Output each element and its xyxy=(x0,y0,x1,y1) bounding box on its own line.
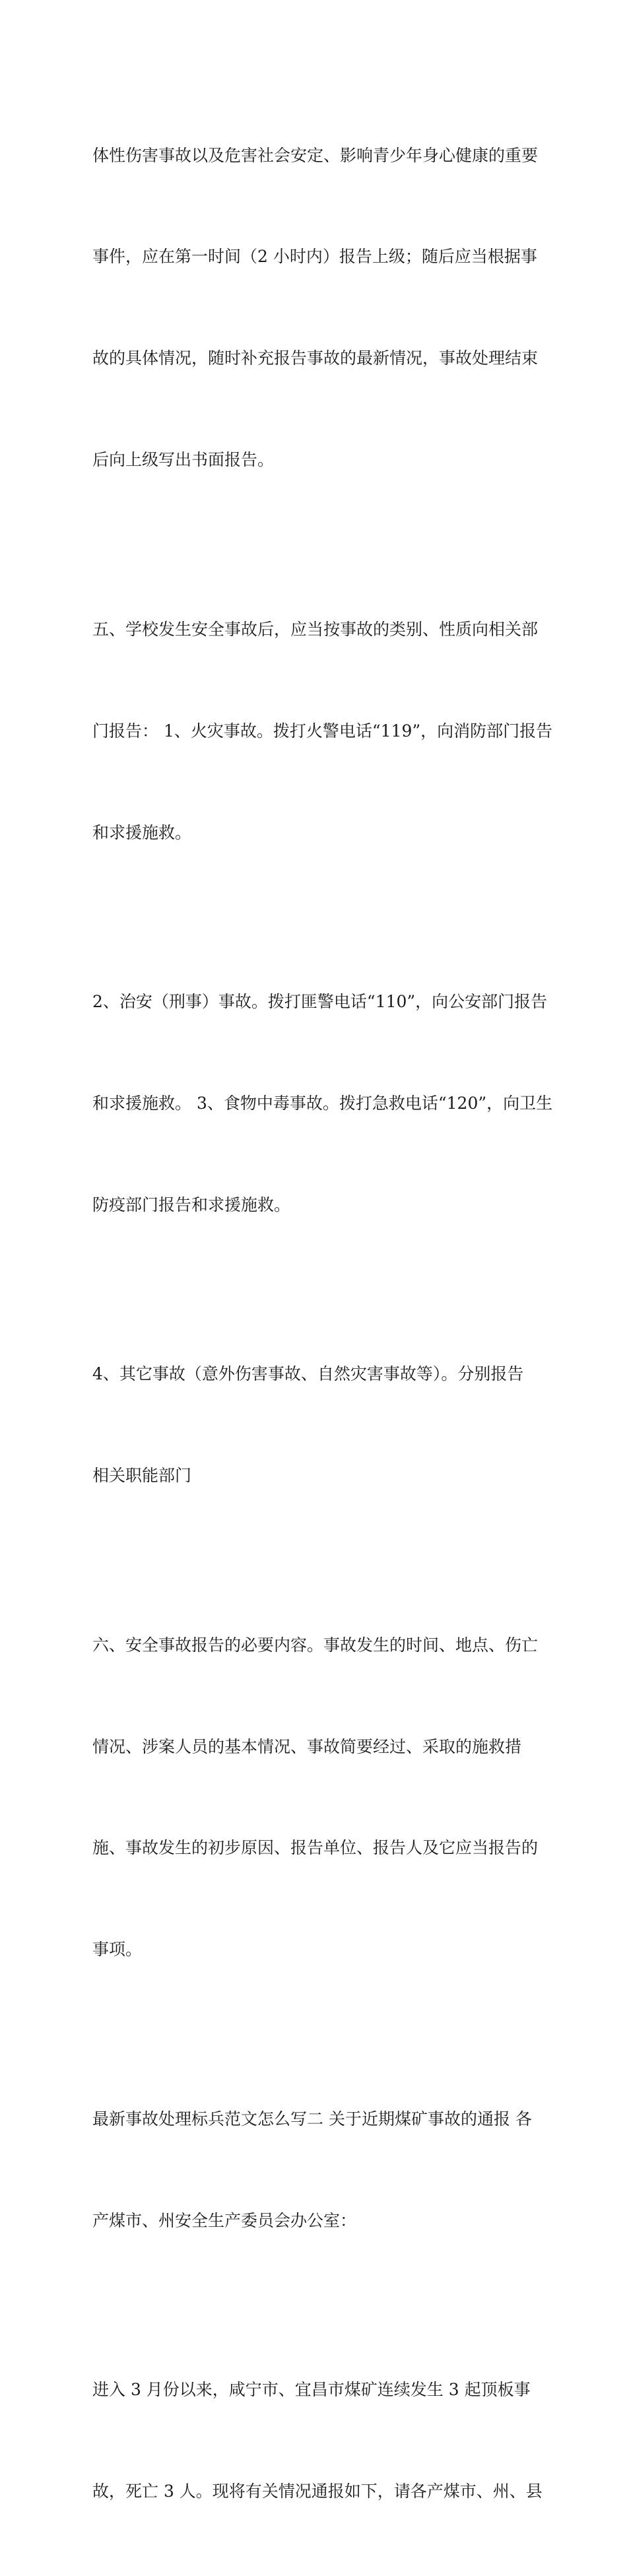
text-line: 和求援施救。 3、食物中毒事故。拨打急救电话“120”，向卫生 xyxy=(92,1093,553,1113)
text-line: 故，死亡 3 人。现将有关情况通报如下，请各产煤市、州、县 xyxy=(92,2482,543,2501)
paragraph-section-six xyxy=(92,1560,548,2034)
text-line: 后向上级写出书面报告。 xyxy=(92,450,275,470)
text-line: 故的具体情况，随时补充报告事故的最新情况，事故处理结束 xyxy=(92,348,539,368)
text-line: 和求援施救。 xyxy=(92,822,192,842)
text-line: 体性伤害事故以及危害社会安定、影响青少年身心健康的重要 xyxy=(92,145,539,165)
text-line: 2、治安（刑事）事故。拨打匪警电话“110”，向公安部门报告 xyxy=(92,992,548,1012)
text-line: 防疫部门报告和求援施救。 xyxy=(92,1195,291,1214)
paragraph-notice-body xyxy=(92,2305,548,2576)
paragraph-section-five xyxy=(92,545,553,917)
paragraph-notice-heading xyxy=(92,2034,548,2305)
paragraph-item-four xyxy=(92,1290,548,1560)
document-body xyxy=(92,71,553,2576)
text-line: 4、其它事故（意外伤害事故、自然灾害事故等）。分别报告 xyxy=(92,1364,524,1384)
text-line: 五、学校发生安全事故后，应当按事故的类别、性质向相关部 xyxy=(92,619,539,639)
text-line: 六、安全事故报告的必要内容。事故发生的时间、地点、伤亡 xyxy=(92,1635,539,1655)
paragraph-accident-scope xyxy=(92,71,548,545)
text-line: 情况、涉案人员的基本情况、事故简要经过、采取的施救措 xyxy=(92,1736,522,1756)
paragraph-item-two-three xyxy=(92,917,553,1289)
text-line: 施、事故发生的初步原因、报告单位、报告人及它应当报告的 xyxy=(92,1838,539,1858)
text-line: 门报告： 1、火灾事故。拨打火警电话“119”，向消防部门报告 xyxy=(92,721,553,741)
text-line: 产煤市、州安全生产委员会办公室： xyxy=(92,2210,357,2230)
text-line: 事项。 xyxy=(92,1940,143,1960)
text-line: 事件，应在第一时间（2 小时内）报告上级；随后应当根据事 xyxy=(92,247,537,267)
text-line: 相关职能部门 xyxy=(92,1466,192,1486)
text-line: 进入 3 月份以来，咸宁市、宜昌市煤矿连续发生 3 起顶板事 xyxy=(92,2380,531,2400)
text-line: 最新事故处理标兵范文怎么写二 关于近期煤矿事故的通报 各 xyxy=(92,2109,532,2129)
